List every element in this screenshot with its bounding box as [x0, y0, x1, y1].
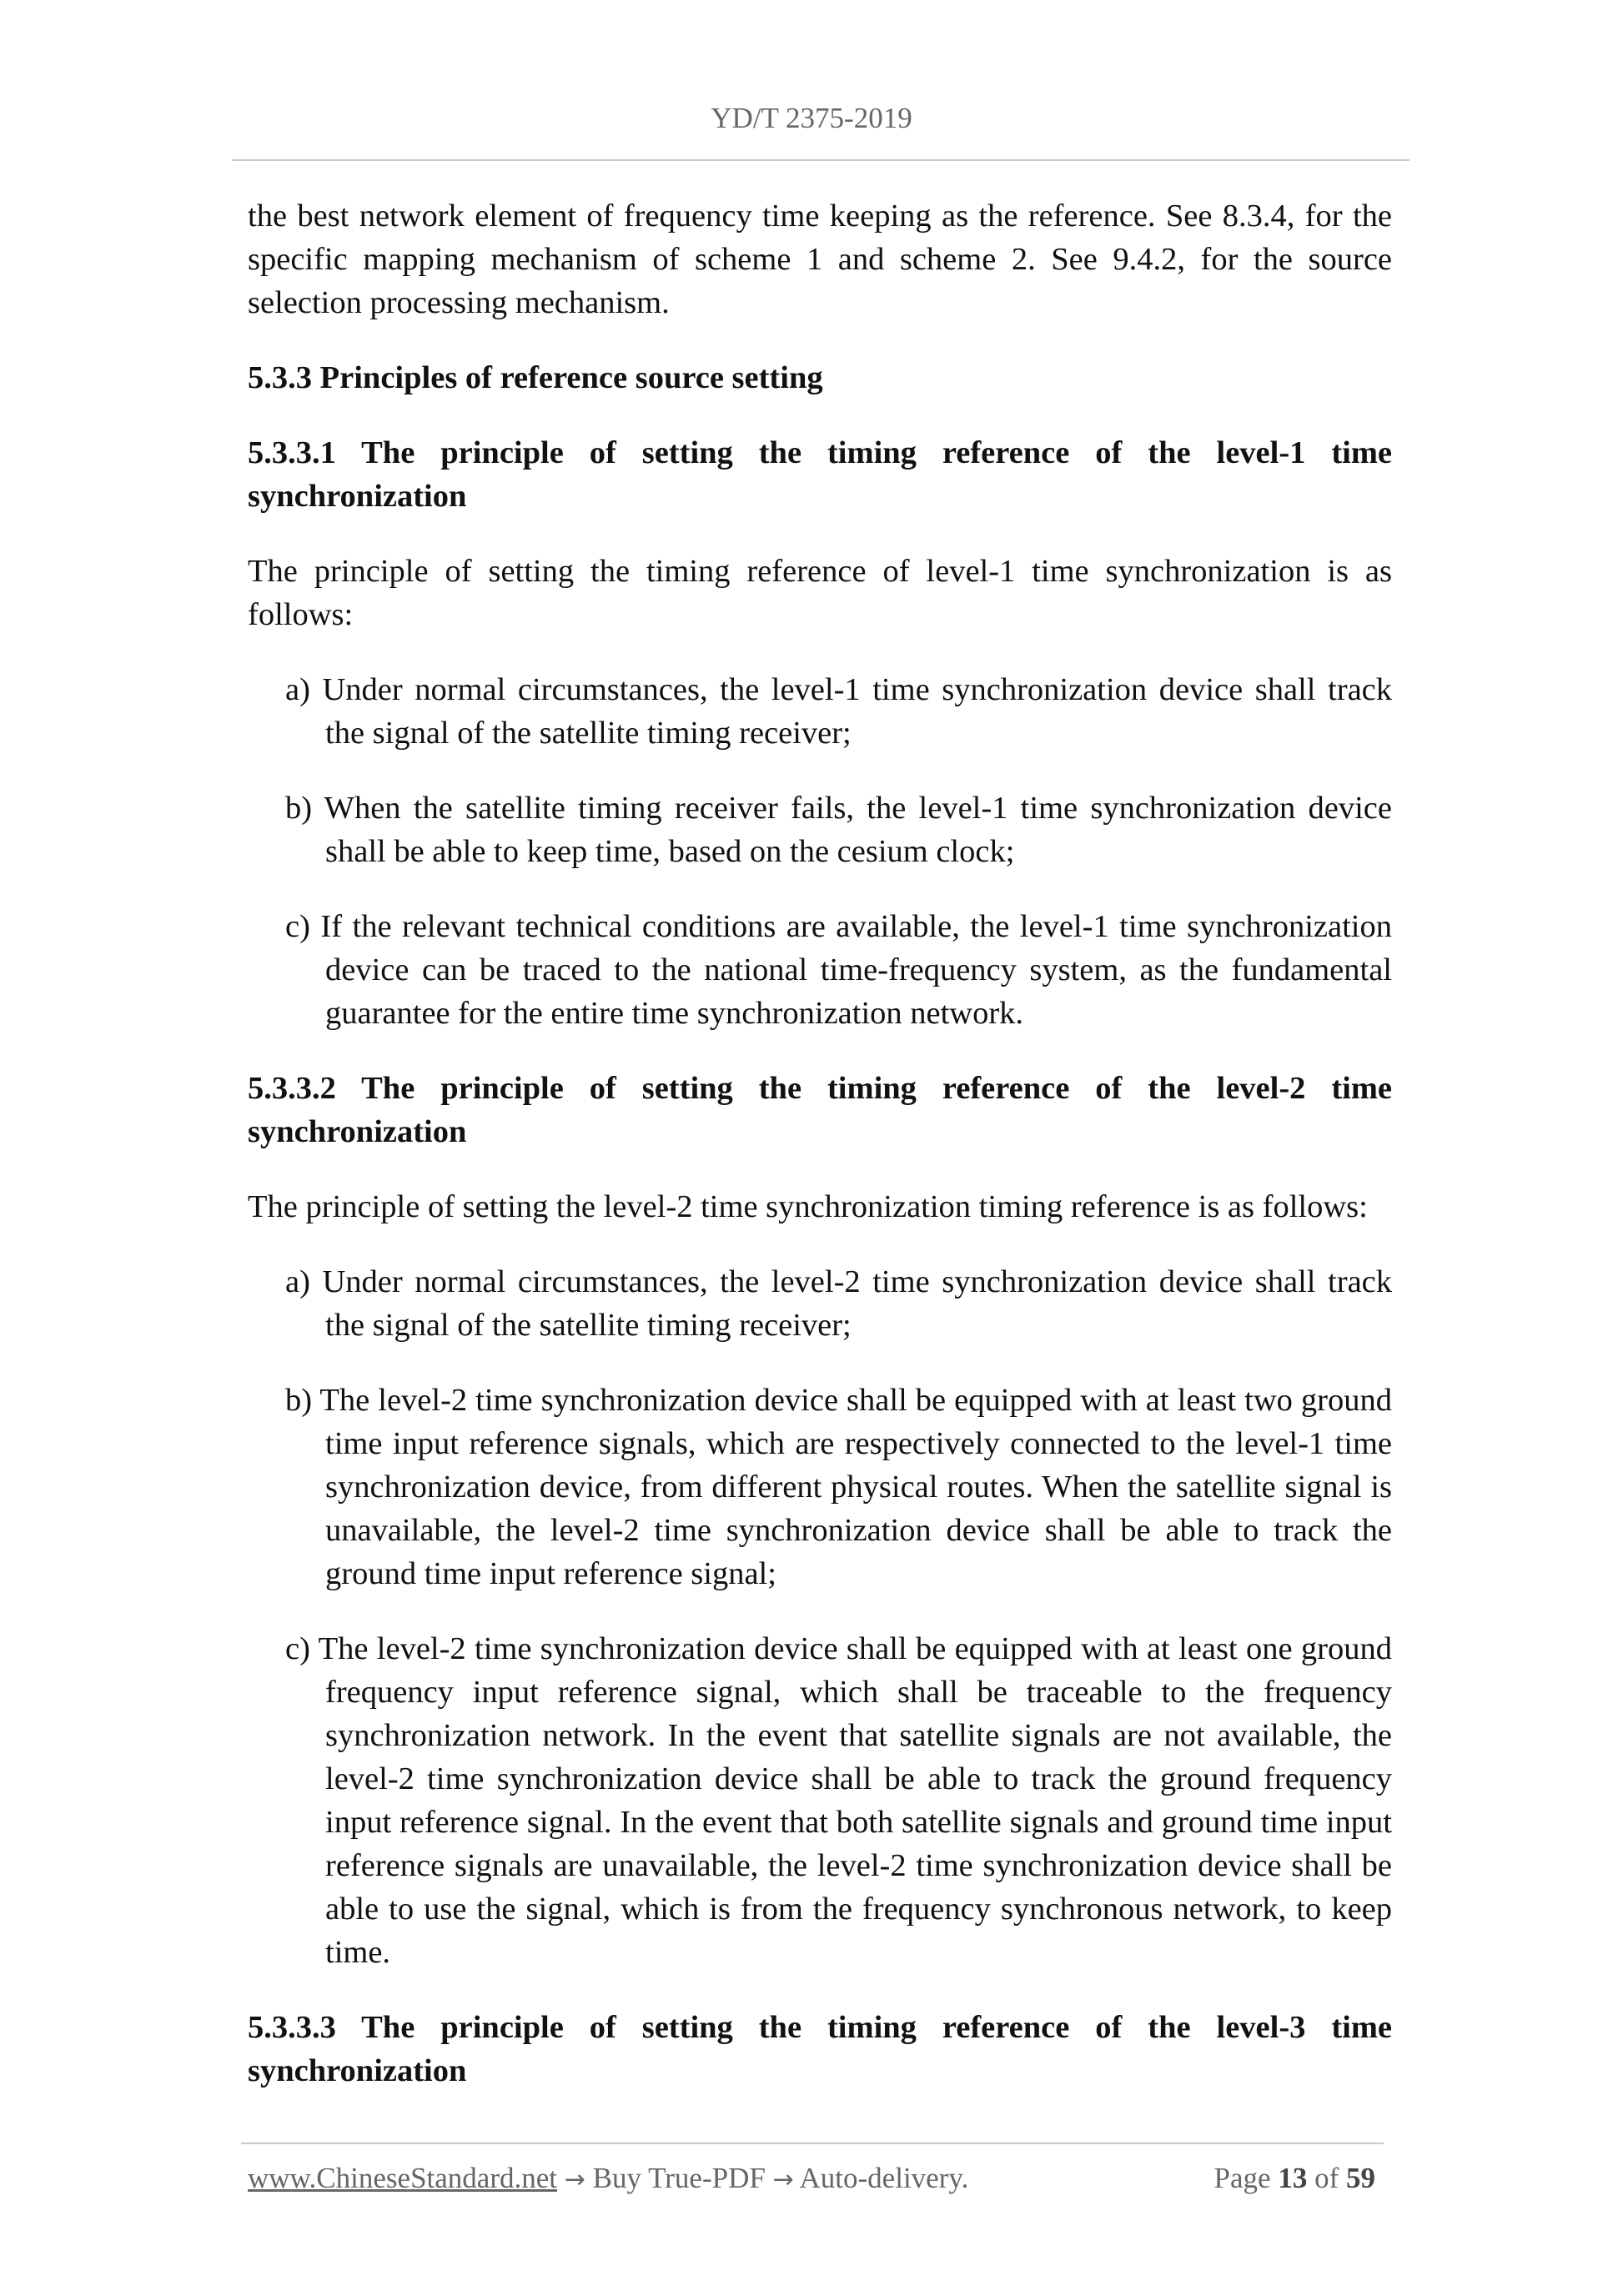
- page-header: YD/T 2375-2019: [711, 102, 912, 134]
- list-item-level1-a: a) Under normal circumstances, the level-1 time synchronization device shall track the signal of the satellite timing receiver;: [285, 672, 1392, 751]
- current-page: 13: [1278, 2162, 1308, 2194]
- list-item-level1-c: c) If the relevant technical conditions are available, the level-1 time synchronization device can be traced to the national time-frequency system, as the fundamental guarantee for the entire time synchronization network.: [285, 909, 1392, 1031]
- arrow-right-icon: →: [772, 2165, 794, 2194]
- footer-promo: [248, 2162, 968, 2195]
- of-label: of: [1314, 2162, 1339, 2194]
- list-item-level2-a: a) Under normal circumstances, the level-2 time synchronization device shall track the signal of the satellite timing receiver;: [285, 1264, 1392, 1343]
- list-item-level2-c: c) The level-2 time synchronization device shall be equipped with at least one ground frequency input reference signal, which shall be traceable to the frequency synchronization network. In the event that satellite signals are not available, the level-2 time synchronization device shall be able to track the ground frequency input reference signal. In the event that both satellite signals and ground time input reference signals are unavailable, the level-2 time synchronization device shall be able to use the signal, which is from the frequency synchronous network, to keep time.: [285, 1631, 1392, 1970]
- auto-delivery-text: Auto-delivery.: [799, 2162, 969, 2194]
- page-number: [1214, 2162, 1375, 2195]
- section-heading-5-3-3-1: 5.3.3.1 The principle of setting the timing reference of the level-1 time synchronization: [248, 435, 1392, 514]
- paragraph-5-3-3-2: The principle of setting the level-2 time synchronization timing reference is as follows:: [248, 1189, 1368, 1224]
- document-body: [248, 194, 1392, 2124]
- header-divider: [232, 159, 1409, 161]
- website-link[interactable]: www.ChineseStandard.net: [248, 2162, 557, 2194]
- section-heading-5-3-3-3: 5.3.3.3 The principle of setting the timing reference of the level-3 time synchronization: [248, 2010, 1392, 2088]
- footer-divider: [241, 2143, 1384, 2144]
- page-label: Page: [1213, 2162, 1271, 2194]
- total-pages: 59: [1346, 2162, 1375, 2194]
- page-footer: [248, 2162, 1384, 2208]
- intro-paragraph: the best network element of frequency time keeping as the reference. See 8.3.4, for the specific mapping mechanism of scheme 1 and scheme 2. See 9.4.2, for the source selection processing mechanism.: [248, 198, 1392, 320]
- list-item-level1-b: b) When the satellite timing receiver fails, the level-1 time synchronization device shall be able to keep time, based on the cesium clock;: [285, 791, 1392, 869]
- paragraph-5-3-3-1: The principle of setting the timing reference of level-1 time synchronization is as follows:: [248, 554, 1392, 632]
- arrow-right-icon: →: [564, 2165, 585, 2194]
- section-heading-5-3-3: 5.3.3 Principles of reference source setting: [248, 360, 823, 395]
- list-item-level2-b: b) The level-2 time synchronization device shall be equipped with at least two ground time input reference signals, which are respectively connected to the level-1 time synchronization device, from different physical routes. When the satellite signal is unavailable, the level-2 time synchronization device shall be able to track the ground time input reference signal;: [285, 1383, 1392, 1591]
- section-heading-5-3-3-2: 5.3.3.2 The principle of setting the timing reference of the level-2 time synchronization: [248, 1071, 1392, 1149]
- buy-true-pdf-text: Buy True-PDF: [592, 2162, 766, 2194]
